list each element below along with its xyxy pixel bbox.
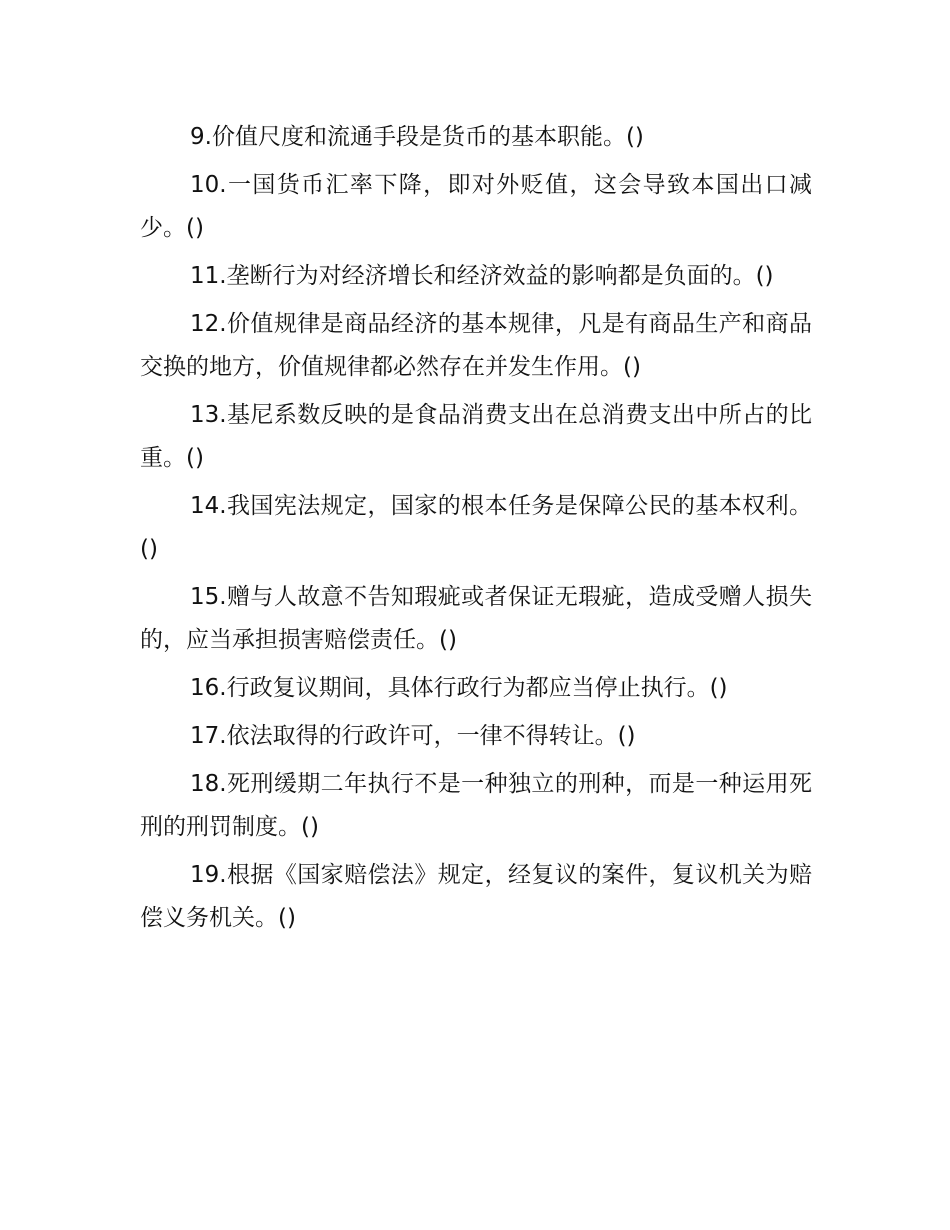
question-17: 17.依法取得的行政许可，一律不得转让。() [190, 723, 636, 749]
question-15: 15.赠与人故意不告知瑕疵或者保证无瑕疵，造成受赠人损失的，应当承担损害赔偿责任。() [140, 584, 812, 653]
question-19: 19.根据《国家赔偿法》规定，经复议的案件，复议机关为赔偿义务机关。() [140, 862, 812, 931]
question-16: 16.行政复议期间，具体行政行为都应当停止执行。() [190, 675, 728, 701]
question-12: 12.价值规律是商品经济的基本规律，凡是有商品生产和商品交换的地方，价值规律都必然存在并发生作用。() [140, 311, 812, 380]
document-page [140, 116, 812, 945]
question-9: 9.价值尺度和流通手段是货币的基本职能。() [190, 124, 644, 150]
question-10: 10.一国货币汇率下降，即对外贬值，这会导致本国出口减少。() [140, 172, 812, 241]
question-13: 13.基尼系数反映的是食品消费支出在总消费支出中所占的比重。() [140, 402, 812, 471]
question-14: 14.我国宪法规定，国家的根本任务是保障公民的基本权利。() [140, 493, 812, 562]
question-18: 18.死刑缓期二年执行不是一种独立的刑种，而是一种运用死刑的刑罚制度。() [140, 771, 812, 840]
question-11: 11.垄断行为对经济增长和经济效益的影响都是负面的。() [190, 263, 774, 289]
